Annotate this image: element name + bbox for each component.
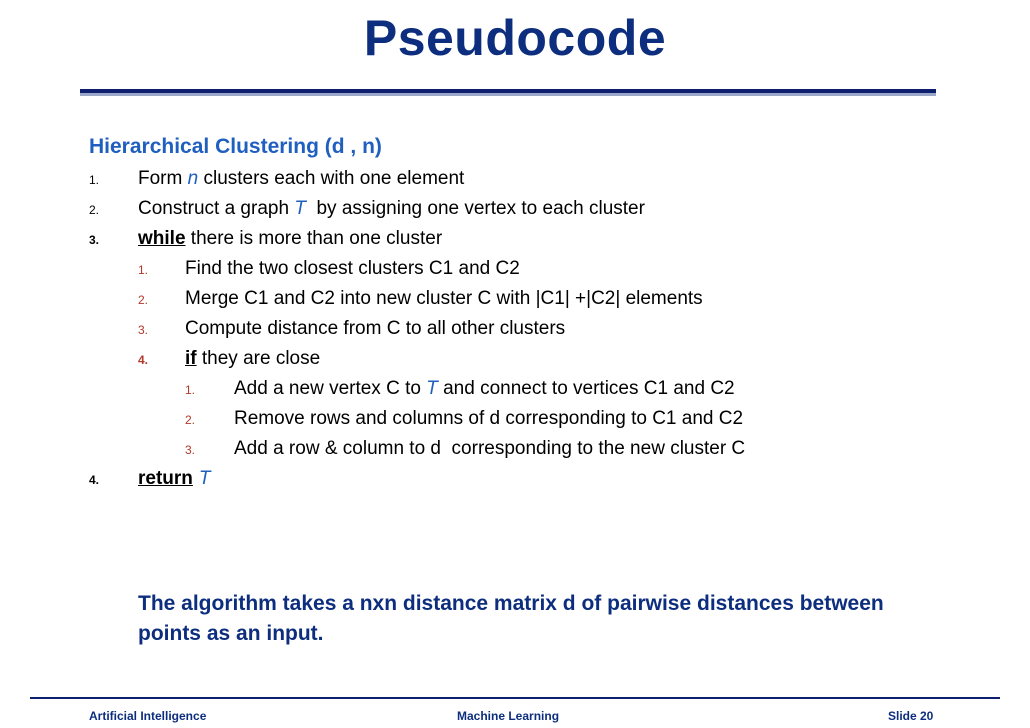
step-2-text-pre: Construct a graph <box>138 198 295 219</box>
step-3-keyword: while <box>138 228 186 249</box>
step-2-variable: T <box>294 198 306 219</box>
substep-3-text: Compute distance from C to all other clusters <box>185 318 566 339</box>
algorithm-heading: Hierarchical Clustering (d , n) <box>89 135 382 158</box>
subsubstep-2-number: 2. <box>185 413 196 427</box>
step-2-line <box>138 197 645 221</box>
step-4-line <box>138 467 211 491</box>
footer-topic: Machine Learning <box>457 709 560 723</box>
step-3-number: 3. <box>89 233 100 247</box>
substep-1-number: 1. <box>138 263 149 277</box>
substep-2-number: 2. <box>138 293 149 307</box>
footer-course: Artificial Intelligence <box>89 709 207 723</box>
substep-4-keyword: if <box>185 348 197 369</box>
substep-1-text: Find the two closest clusters C1 and C2 <box>185 258 520 279</box>
subsubstep-3-text: Add a row & column to d corresponding to the new cluster C <box>234 438 746 459</box>
slide-number: Slide 20 <box>888 709 934 723</box>
substep-4-text: they are close <box>196 348 321 369</box>
substep-4-number: 4. <box>138 353 149 367</box>
step-1-text-post: clusters each with one element <box>198 168 465 189</box>
step-3-text: there is more than one cluster <box>185 228 443 249</box>
step-4-variable: T <box>198 468 211 489</box>
footer-divider <box>30 697 1000 699</box>
subsubstep-1-text-post: and connect to vertices C1 and C2 <box>437 378 735 399</box>
subsubstep-2-text: Remove rows and columns of d corresponding to C1 and C2 <box>234 408 744 429</box>
subsubstep-1-variable: T <box>426 378 438 399</box>
step-4-keyword: return <box>138 468 193 489</box>
step-1-variable: n <box>187 168 199 189</box>
step-1-number: 1. <box>89 173 100 187</box>
substep-3-number: 3. <box>138 323 149 337</box>
subsubstep-1-text-pre: Add a new vertex C to <box>234 378 427 399</box>
algorithm-summary: The algorithm takes a nxn distance matrix d of pairwise distances between points as an input. <box>138 592 884 645</box>
step-1-text-pre: Form <box>138 168 188 189</box>
step-2-number: 2. <box>89 203 100 217</box>
subsubstep-1-number: 1. <box>185 383 196 397</box>
substep-4-line <box>185 347 320 371</box>
title-divider <box>80 89 936 96</box>
subsubstep-3-number: 3. <box>185 443 196 457</box>
step-4-number: 4. <box>89 473 100 487</box>
slide-title: Pseudocode <box>363 10 667 66</box>
subsubstep-1-line <box>234 377 735 401</box>
step-2-text-post: by assigning one vertex to each cluster <box>305 198 645 219</box>
step-3-line <box>138 227 442 251</box>
substep-2-text: Merge C1 and C2 into new cluster C with |C1| +|C2| elements <box>185 288 703 309</box>
step-1-line <box>138 167 464 191</box>
